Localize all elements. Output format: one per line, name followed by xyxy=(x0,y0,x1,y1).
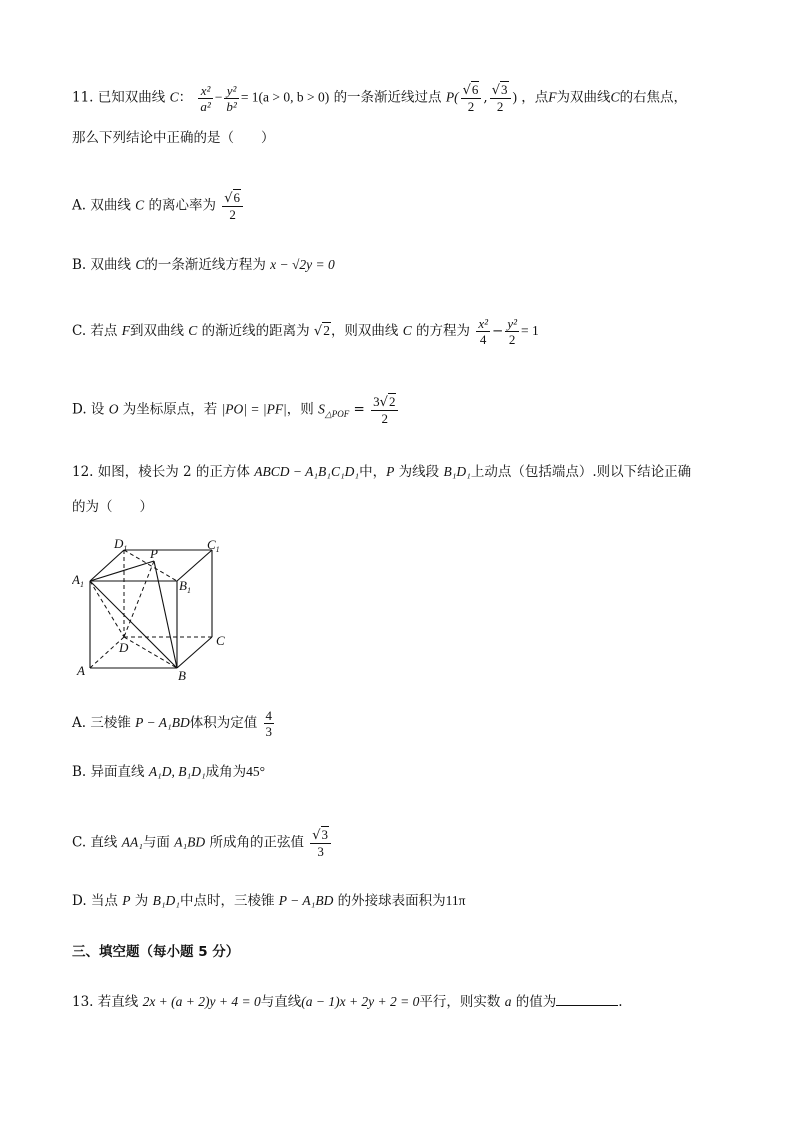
fraction: $\frac{√3}{2}$ xyxy=(490,82,511,114)
fraction: $\frac{\text{x²}}{\text{a²}}$ xyxy=(200,82,211,114)
q13-stem: 13. 若直线 2x + (a + 2)y + 4 = 0与直线(a − 1)x + 2y + 2 = 0平行，则实数 a 的值为 . xyxy=(72,991,623,1012)
edge-B1C1 xyxy=(177,550,212,581)
math-var: C xyxy=(169,89,179,105)
label-D: D xyxy=(119,640,129,655)
label-B: B xyxy=(178,668,186,683)
q11-stem: 11. 已知双曲线 C： $\frac{\text{x²}}{\text{a²}}$ − $\frac{\text{y²}}{\text{b²}}$ = 1(a > 0, b > 0) 的一条渐近线过点 P( $\frac{√6}{2}$ , $\frac{√3}{2}$ ) ，点F为双曲线C的右焦点， xyxy=(72,82,688,114)
section-title: 三、填空题（每小题 5 分） xyxy=(72,944,240,960)
q12-stem-line2: 的为（ ） xyxy=(72,499,153,515)
label-P: P xyxy=(150,546,158,561)
q12-option-d: D. 当点 P 为 B₁D₁中点时，三棱锥 P − A₁BD 的外接球表面积为11π xyxy=(72,893,466,909)
label-C1: $C_1$ xyxy=(207,537,220,554)
math-expr: (a − 1)x + 2y + 2 = 0 xyxy=(301,994,420,1009)
fraction: $\frac{3√2}{2}$ xyxy=(371,394,398,426)
q11-option-d: D. 设 O 为坐标原点，若 |PO| = |PF|，则 $S_{\triangle POF}$ = $\frac{3√2}{2}$ xyxy=(72,394,400,426)
q11-option-b: B. 双曲线 C的一条渐近线方程为 x − √2y = 0 xyxy=(72,257,335,273)
fraction: $\frac{\text{y²}}{\text{b²}}$ xyxy=(226,82,237,114)
hidden-PD xyxy=(124,561,154,637)
math-expr: x − √2y = 0 xyxy=(270,257,335,272)
q12-option-b: B. 异面直线 A₁D, B₁D₁成角为45° xyxy=(72,764,266,780)
q12-option-c: C. 直线 AA₁与面 A₁BD 所成角的正弦值 $\frac{√3}{3}$ xyxy=(72,827,333,859)
edge-A1B xyxy=(90,581,177,668)
q12-option-a: A. 三棱锥 P − A₁BD体积为定值 $\frac{4}{3}$ xyxy=(72,708,272,739)
label-D1: $D_1$ xyxy=(114,536,128,553)
edge-A1P xyxy=(90,561,154,581)
edge-A1D1 xyxy=(90,550,124,581)
cube-figure xyxy=(72,534,242,684)
fraction: $\frac{\text{y²}}{2}$ xyxy=(507,316,517,347)
label-A: A xyxy=(77,663,85,678)
fraction: $\frac{√3}{3}$ xyxy=(310,827,331,859)
edge-BC xyxy=(177,637,212,668)
fraction: $\frac{√6}{2}$ xyxy=(222,190,243,222)
math-expr: 2x + (a + 2)y + 4 = 0 xyxy=(142,994,261,1009)
q11-option-a: A. 双曲线 C 的离心率为 $\frac{√6}{2}$ xyxy=(72,190,245,222)
label-A1: $A_1$ xyxy=(72,572,84,589)
math-expr: A₁D, B₁D₁ xyxy=(148,764,206,779)
math-expr: ABCD − A₁B₁C₁D₁ xyxy=(254,464,360,479)
edge-PB xyxy=(154,561,177,668)
answer-blank[interactable] xyxy=(556,991,618,1006)
q12-stem: 12. 如图，棱长为 2 的正方体 ABCD − A₁B₁C₁D₁中，P 为线段 B₁D₁上动点（包括端点）.则以下结论正确 xyxy=(72,464,692,480)
math-expr: |PO| = |PF| xyxy=(221,401,287,417)
math-expr: P − A₁BD xyxy=(135,715,190,730)
fraction: $\frac{4}{3}$ xyxy=(265,708,272,739)
hidden-A1D xyxy=(90,581,124,637)
q11-option-c: C. 若点 F到双曲线 C 的渐近线的距离为 √2，则双曲线 C 的方程为 $\frac{\text{x²}}{4}$ − $\frac{\text{y²}}{2}$ = 1 xyxy=(72,316,539,347)
fraction: $\frac{√6}{2}$ xyxy=(461,82,482,114)
q11-stem-text: 11. 已知双曲线 xyxy=(72,89,166,106)
fraction: $\frac{\text{x²}}{4}$ xyxy=(478,316,489,347)
label-C: C xyxy=(216,633,225,648)
q11-stem-line2: 那么下列结论中正确的是（ ） xyxy=(72,130,275,146)
math-expr: = 1(a > 0, b > 0) xyxy=(240,89,330,105)
label-B1: $B_1$ xyxy=(179,578,191,595)
